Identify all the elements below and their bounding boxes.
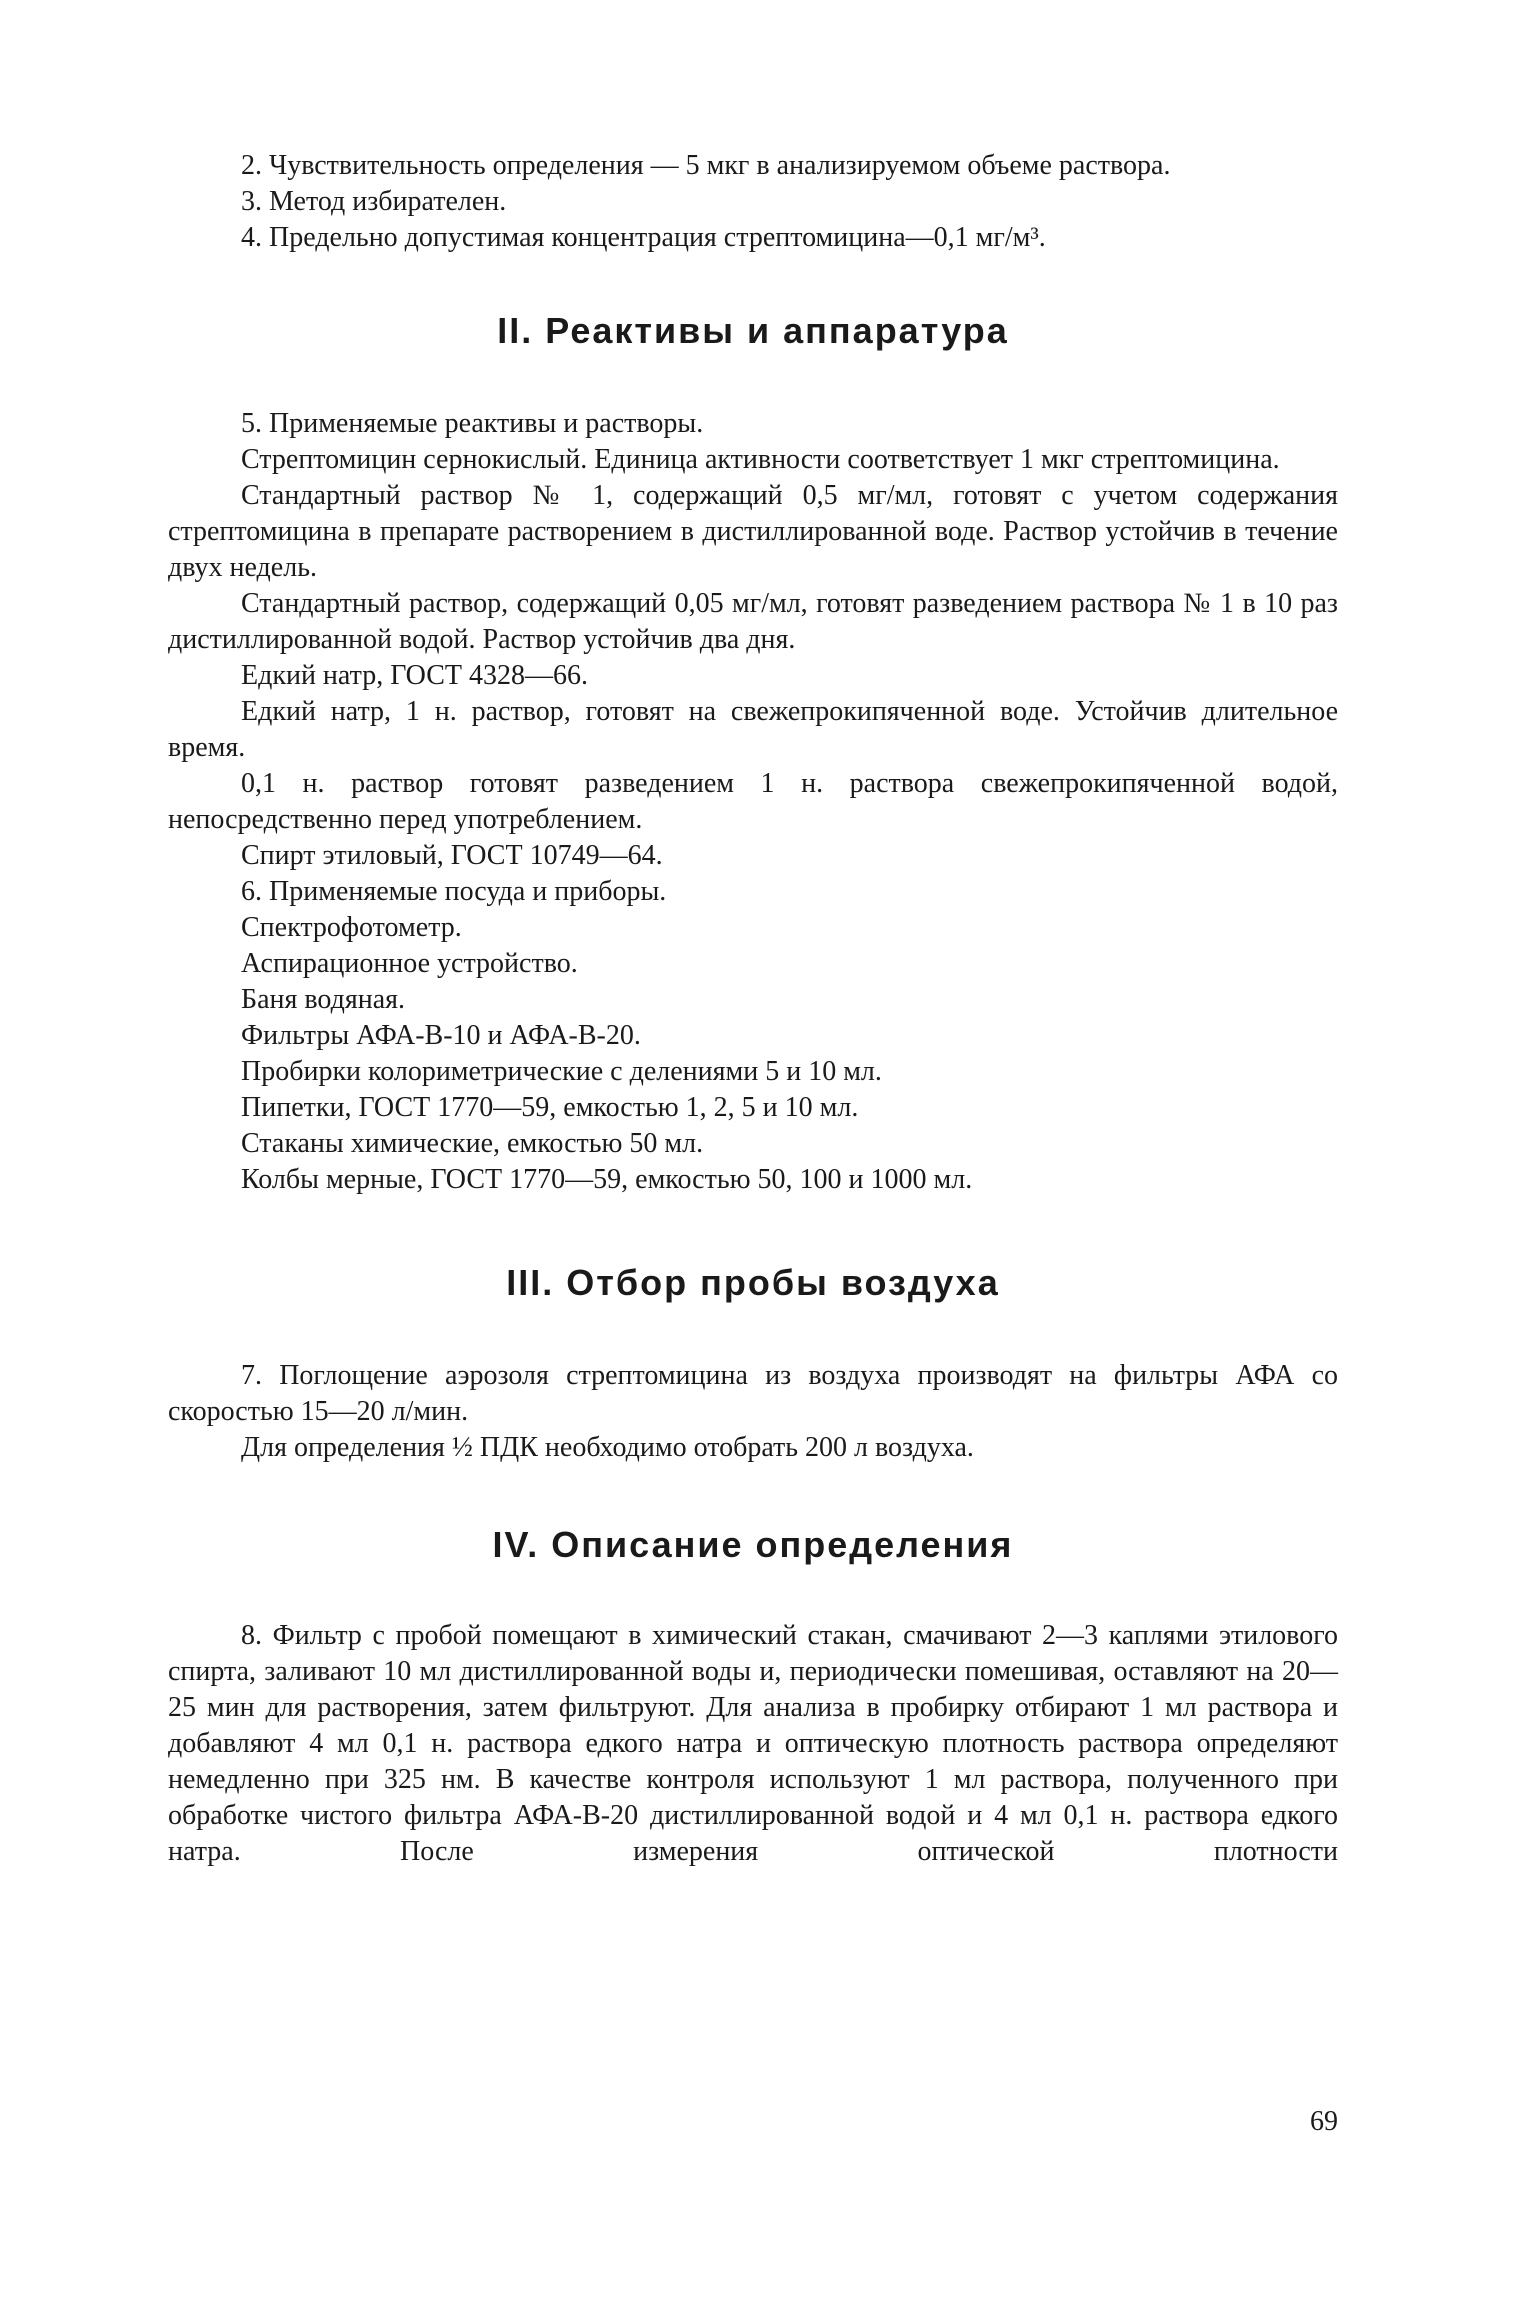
section-3-body xyxy=(168,1358,1338,1466)
paragraph-standard-solution-2: Стандартный раствор, содержащий 0,05 мг/мл, готовят разведением раствора № 1 в 10 раз дистиллированной водой. Раствор устойчив два дня. xyxy=(168,588,1338,655)
section-heading-reagents: II. Реактивы и аппаратура xyxy=(497,310,1009,351)
paragraph-reagents-intro: 5. Применяемые реактивы и растворы. xyxy=(241,408,704,439)
paragraph-absorption: 7. Поглощение аэрозоля стрептомицина из воздуха производят на фильтры АФА со скоростью 15—20 л/мин. xyxy=(168,1360,1338,1427)
section-heading-air-sampling: III. Отбор пробы воздуха xyxy=(506,1262,1000,1303)
paragraph-equipment-intro: 6. Применяемые посуда и приборы. xyxy=(241,876,667,907)
section-2-body xyxy=(168,406,1338,1198)
paragraph-naoh-01n: 0,1 н. раствор готовят разведением 1 н. раствора свежепрокипяченной водой, непосредственно перед употреблением. xyxy=(168,768,1338,835)
section-heading-procedure: IV. Описание определения xyxy=(492,1524,1014,1565)
list-item-water-bath: Баня водяная. xyxy=(241,984,406,1015)
paragraph-streptomycin: Стрептомицин сернокислый. Единица активности соответствует 1 мкг стрептомицина. xyxy=(241,444,1280,475)
list-item-filters: Фильтры АФА-В-10 и АФА-В-20. xyxy=(241,1020,641,1051)
paragraph-sample-volume: Для определения ½ ПДК необходимо отобрать 200 л воздуха. xyxy=(241,1432,974,1463)
paragraph-ethanol: Спирт этиловый, ГОСТ 10749—64. xyxy=(241,840,663,871)
section-4-body xyxy=(168,1618,1338,1870)
paragraph-naoh-1n: Едкий натр, 1 н. раствор, готовят на свежепрокипяченной воде. Устойчив длительное время. xyxy=(168,696,1338,763)
paragraph-procedure: 8. Фильтр с пробой помещают в химический стакан, смачивают 2—3 каплями этилового спирта, заливают 10 мл дистиллированной воды и, периодически помешивая, оставляют на 20—25 мин для растворения, затем фильтруют. Для анализа в пробирку отбирают 1 мл раствора и добавляют 4 мл 0,1 н. раствора едкого натра и оптическую плотность раствора определяют немедленно при 325 нм. В качестве контроля используют 1 мл раствора, полученного при обработке чистого фильтра АФА-В-20 дистиллированной водой и 4 мл 0,1 н. раствора едкого натра. После измерения оптической плотности xyxy=(168,1620,1338,1867)
list-item-pipettes: Пипетки, ГОСТ 1770—59, емкостью 1, 2, 5 и 10 мл. xyxy=(241,1092,859,1123)
list-item-flasks: Колбы мерные, ГОСТ 1770—59, емкостью 50, 100 и 1000 мл. xyxy=(241,1164,973,1195)
paragraph-sensitivity: 2. Чувствительность определения — 5 мкг в анализируемом объеме раствора. xyxy=(241,150,1171,181)
paragraph-standard-solution-1: Стандартный раствор № 1, содержащий 0,5 мг/мл, готовят с учетом содержания стрептомицина в препарате растворением в дистиллированной воде. Раствор устойчив в течение двух недель. xyxy=(168,480,1338,583)
paragraph-selectivity: 3. Метод избирателен. xyxy=(241,186,507,217)
list-item-test-tubes: Пробирки колориметрические с делениями 5 и 10 мл. xyxy=(241,1056,882,1087)
section-1-body xyxy=(168,148,1338,256)
paragraph-naoh-gost: Едкий натр, ГОСТ 4328—66. xyxy=(241,660,589,691)
list-item-spectrophotometer: Спектрофотометр. xyxy=(241,912,462,943)
list-item-aspirator: Аспирационное устройство. xyxy=(241,948,578,979)
list-item-beakers: Стаканы химические, емкостью 50 мл. xyxy=(241,1128,704,1159)
paragraph-max-concentration: 4. Предельно допустимая концентрация стрептомицина—0,1 мг/м³. xyxy=(241,222,1046,253)
page-number: 69 xyxy=(1310,2106,1338,2137)
